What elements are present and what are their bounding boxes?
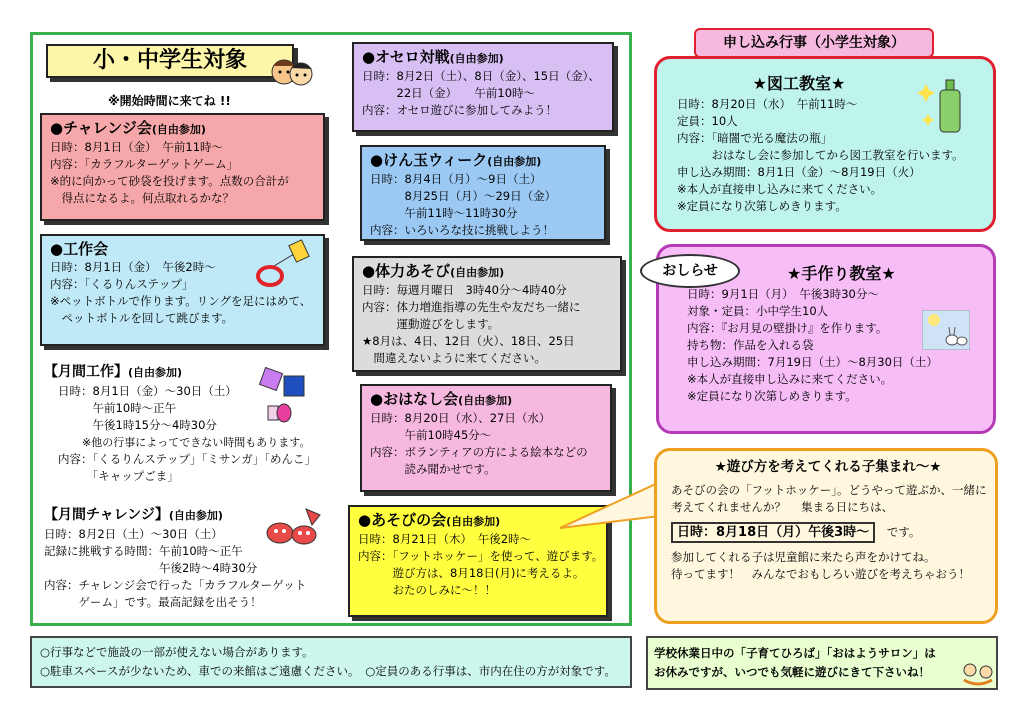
asobi-line: 内容：「フットホッケー」を使って、遊びます。 (358, 549, 604, 563)
apply-header (694, 28, 934, 58)
kendama-line: 日時：8月4日（月）〜9日（土） (370, 172, 542, 186)
othello-tag: (自由参加) (449, 52, 504, 65)
zuko-line: おはなし会に参加してから図工教室を行います。 (677, 148, 964, 162)
gather-date-suffix: です。 (886, 525, 921, 539)
main-title: 小・中学生対象 (92, 48, 247, 73)
gather-callout-tail (560, 470, 660, 540)
zuko-line: ※本人が直接申し込みに来てください。 (677, 182, 883, 196)
monthly-challenge-line: 記録に挑戦する時間：午前10時〜正午 (44, 544, 243, 558)
asobi-line: おたのしみに〜！！ (358, 583, 496, 597)
ohanashi-line: 午前10時45分〜 (370, 428, 492, 442)
monthly-challenge-line: 午後2時〜4時30分 (44, 561, 258, 575)
moon-rabbit-illustration (922, 310, 970, 350)
tairyoku-tag: (自由参加) (450, 266, 505, 279)
gather-line: 待ってます！ みんなでおもしろい遊びを考えちゃおう！ (671, 567, 970, 581)
monthly-craft-line: 午前10時〜正午 (58, 401, 177, 415)
challenge-title: ●チャレンジ会 (50, 119, 152, 137)
monthly-craft-line: ※他の行事によってできない時間もあります。 (82, 436, 311, 449)
gather-date-row (671, 524, 985, 541)
zuko-title: ★図工教室★ (752, 74, 846, 93)
challenge-tag: (自由参加) (151, 123, 206, 136)
gather-box (654, 448, 998, 624)
tairyoku-box (352, 256, 622, 372)
kendama-box (360, 145, 606, 241)
ohanashi-title: ●おはなし会 (370, 390, 459, 408)
challenge-box (40, 113, 325, 221)
apply-header-text: 申し込み行事（小学生対象） (723, 35, 905, 51)
kendama-line: 8月25日（月）〜29日（金） (370, 189, 557, 203)
monthly-craft-line: 「キャップごま」 (58, 469, 179, 483)
oshirase-bubble (640, 254, 740, 288)
kendama-line: 内容：いろいろな技に挑戦しよう！ (370, 223, 554, 237)
gather-line: あそびの会の「フットホッケー」。どうやって遊ぶか、一緒に (671, 483, 987, 497)
asobi-line: 日時：8月21日（木） 午後2時〜 (358, 532, 532, 546)
zuko-line: 定員：10人 (677, 114, 738, 128)
gather-title: ★遊び方を考えてくれる子集まれ〜★ (714, 459, 942, 475)
tezukuri-line: 申し込み期間：7月19日（土）〜8月30日（土） (687, 355, 938, 369)
challenge-line: 日時：8月1日（金） 午前11時〜 (50, 140, 224, 154)
tairyoku-line: 内容：体力増進指導の先生や友だち一緒に (362, 300, 581, 314)
ohanashi-line: 読み聞かせです。 (370, 462, 496, 476)
challenge-line: 内容：「カラフルターゲットゲーム」 (50, 157, 239, 171)
zuko-line: 日時：8月20日（水） 午前11時〜 (677, 97, 858, 111)
ohanashi-line: 日時：8月20日（水）、27日（水） (370, 411, 551, 425)
gather-line: 考えてくれませんか？ 集まる日にちは、 (671, 500, 894, 514)
tezukuri-title: ★手作り教室★ (787, 264, 896, 283)
tairyoku-line: ★8月は、4日、12日（火）、18日、25日 (362, 334, 575, 348)
othello-line: 日時：8月2日（土）、8日（金）、15日（金）、 (362, 69, 600, 83)
kosakukai-title: ●工作会 (50, 240, 109, 258)
tezukuri-line: 持ち物：作品を入れる袋 (687, 338, 814, 352)
asobi-title: ●あそびの会 (358, 511, 447, 529)
ohanashi-line: 内容：ボランティアの方による絵本などの (370, 445, 588, 459)
craft-shapes-illustration (258, 364, 314, 426)
kendama-line: 午前11時〜11時30分 (370, 206, 518, 220)
kids-illustration (270, 52, 314, 92)
monthly-challenge-line: ゲーム」です。最高記録を出そう！ (44, 595, 262, 609)
footer-note: ○行事などで施設の一部が使えない場合があります。 (40, 645, 314, 659)
monthly-craft-line: 内容：「くるりんステップ」「ミサンガ」「めんこ」 (58, 452, 316, 466)
zuko-line: 申し込み期間：8月1日（金）〜8月19日（火） (677, 165, 921, 179)
kosakukai-line: ペットボトルを回して跳びます。 (50, 311, 234, 325)
monthly-challenge-tag: (自由参加) (168, 509, 223, 522)
bottle-illustration (916, 72, 976, 136)
kids-playing-illustration (960, 660, 996, 688)
challenge-line: ※的に向かって砂袋を投げます。点数の合計が (50, 174, 289, 188)
footer-notes (30, 636, 632, 688)
othello-line: 内容：オセロ遊びに参加してみよう！ (362, 103, 558, 117)
tezukuri-line: ※定員になり次第しめきります。 (687, 389, 857, 403)
othello-box (352, 42, 614, 132)
monthly-craft-line: 日時：8月1日（金）〜30日（土） (58, 384, 237, 398)
othello-title: ●オセロ対戦 (362, 48, 450, 66)
ring-bottle-illustration (252, 238, 312, 290)
crab-illustration (262, 505, 324, 549)
monthly-craft-line: 午後1時15分〜4時30分 (58, 418, 217, 432)
kosakukai-line: ※ペットボトルで作ります。リングを足にはめて、 (50, 294, 312, 308)
gather-date: 日時：8月18日（月）午後3時〜 (671, 522, 875, 543)
kosodate-line: お休みですが、いつでも気軽に遊びにきて下さいね！ (654, 665, 930, 679)
challenge-line: 得点になるよ。何点取れるかな？ (50, 191, 234, 205)
monthly-challenge-line: 内容：チャレンジ会で行った「カラフルターゲット (44, 578, 307, 592)
monthly-craft-tag: (自由参加) (128, 366, 183, 379)
tezukuri-line: ※本人が直接申し込みに来てください。 (687, 372, 893, 386)
tairyoku-line: 運動遊びをします。 (362, 317, 500, 331)
monthly-craft-title: 【月間工作】 (44, 364, 128, 380)
asobi-tag: (自由参加) (446, 515, 501, 528)
tairyoku-title: ●体力あそび (362, 262, 451, 280)
footer-note: ○駐車スペースが少ないため、車での来館はご遠慮ください。 ○定員のある行事は、市内在住の方が対象です。 (40, 664, 616, 678)
main-title-box (46, 44, 294, 78)
kosodate-box (646, 636, 998, 690)
tairyoku-line: 間違えないように来てください。 (362, 351, 546, 365)
monthly-challenge-title: 【月間チャレンジ】 (44, 507, 169, 523)
ohanashi-tag: (自由参加) (458, 394, 513, 407)
monthly-challenge-line: 日時：8月2日（土）〜30日（土） (44, 527, 223, 541)
kosakukai-line: 内容：「くるりんステップ」 (50, 277, 194, 291)
tairyoku-line: 日時：毎週月曜日 3時40分〜4時40分 (362, 283, 567, 297)
tezukuri-line: 内容：『お月見の壁掛け』を作ります。 (687, 321, 888, 335)
main-note: ※開始時間に来てね !! (108, 94, 231, 108)
kosodate-line: 学校休業日中の「子育てひろば」「おはようサロン」は (654, 646, 936, 660)
kendama-tag: (自由参加) (487, 155, 542, 168)
zuko-line: ※定員になり次第しめきります。 (677, 199, 847, 213)
gather-line: 参加してくれる子は児童館に来たら声をかけてね。 (671, 550, 936, 564)
kendama-title: ●けん玉ウィーク (370, 151, 488, 169)
tezukuri-line: 日時：9月1日（月） 午後3時30分〜 (687, 287, 879, 301)
othello-line: 22日（金） 午前10時〜 (362, 86, 536, 100)
zuko-line: 内容：「暗闇で光る魔法の瓶」 (677, 131, 833, 145)
asobi-line: 遊び方は、8月18日(月)に考えるよ。 (358, 566, 585, 580)
tezukuri-line: 対象・定員：小中学生10人 (687, 304, 829, 318)
oshirase-text: おしらせ (662, 263, 718, 279)
kosakukai-line: 日時：8月1日（金） 午後2時〜 (50, 260, 216, 274)
